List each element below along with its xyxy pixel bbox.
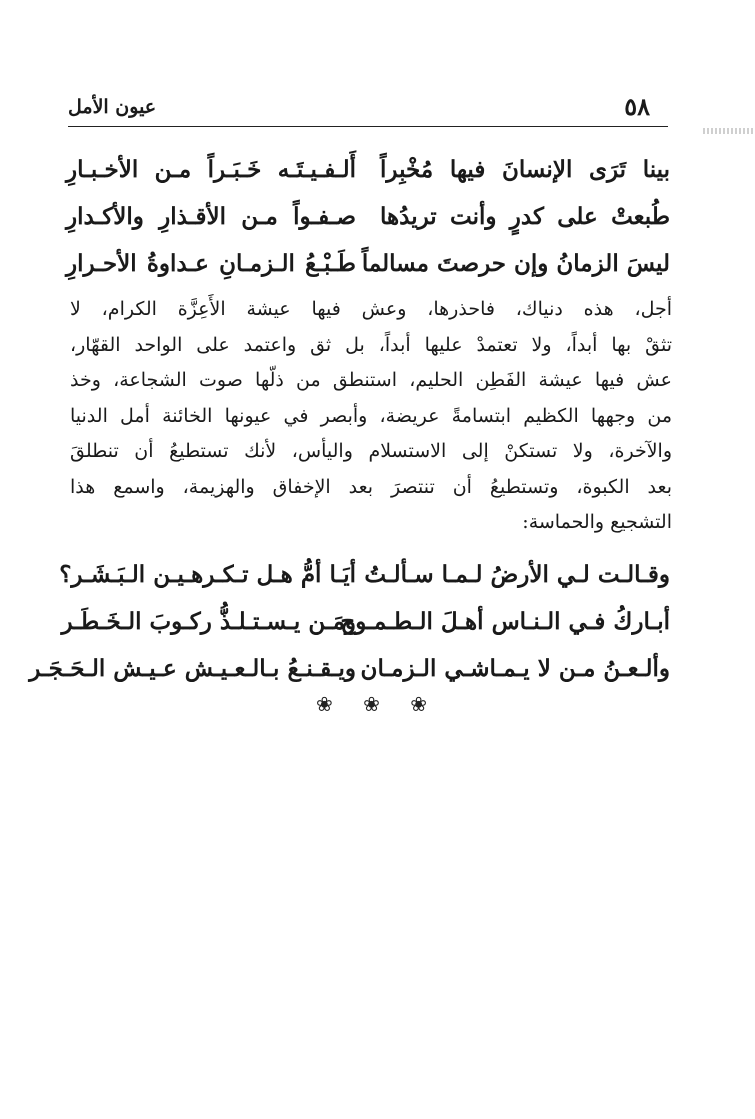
verse-second-hemistich: أيَـا أمُّ هـل تـكـرهـيـن الـبَـشَـر؟	[59, 561, 356, 588]
verse-line	[29, 649, 670, 696]
prose-paragraph	[70, 292, 672, 541]
verse-second-hemistich: طَـبْـعُ الـزمـانِ عـداوةُ الأحـرارِ	[66, 250, 356, 277]
verse-first-hemistich: ليسَ الزمانُ وإن حرصتَ مسالماً	[361, 250, 670, 277]
header-ornament	[703, 128, 755, 134]
poem-bottom	[29, 555, 670, 696]
prose-line: تثقْ بها أبداً، ولا تعتمدْ عليها أبداً، بل ثق واعتمد على الواحد القهّار،	[70, 333, 672, 356]
verse-first-hemistich: طُبعتْ على كدرٍ وأنت تريدُها	[380, 203, 670, 230]
verse-first-hemistich: وقـالـت لـي الأرضُ لـمـا سـألـتُ	[364, 561, 670, 588]
verse-line	[59, 555, 670, 602]
prose-line: بعد الكبوة، وتستطيعُ أن تنتصرَ بعد الإخفاق والهزيمة، واسمع هذا	[70, 475, 672, 498]
verse-line	[66, 150, 670, 197]
prose-line: عش فيها عيشة الفَطِن الحليم، استنطق من ذلّها صوت الشجاعة، وخذ	[70, 369, 672, 391]
verse-second-hemistich: صـفـواً مـن الأقـذارِ والأكـدارِ	[66, 203, 356, 230]
verse-line	[66, 244, 670, 291]
section-separator: ❀ ❀ ❀	[316, 692, 439, 716]
verse-first-hemistich: بينا تَرَى الإنسانَ فيها مُخْبِراً	[380, 156, 670, 183]
verse-second-hemistich: ويـقـنـعُ بـالـعـيـش عـيـش الـحَـجَـر	[29, 655, 356, 682]
verse-line	[66, 197, 670, 244]
verse-first-hemistich: وألـعـنُ مـن لا يـمـاشـي الـزمـان	[360, 655, 670, 682]
prose-line: والآخرة، ولا تستكنْ إلى الاستسلام واليأس، لأنك تستطيعُ أن تنطلقَ	[70, 440, 672, 462]
verse-first-hemistich: أبـاركُ فـي الـنـاس أهـلَ الـطـمـوح	[340, 608, 670, 635]
prose-line: أجل، هذه دنياك، فاحذرها، وعش فيها عيشة الأَعِزَّة الكرام، لا	[70, 298, 672, 320]
page-header	[68, 92, 668, 127]
running-title: عيون الأمل	[68, 96, 157, 118]
page-number: ٥٨	[624, 92, 650, 121]
verse-line	[61, 602, 670, 649]
verse-second-hemistich: أَلـفـيـتَـه خَـبَـراً مـن الأخـبـارِ	[66, 156, 356, 183]
prose-line: التشجيع والحماسة:	[522, 511, 672, 533]
prose-line: من وجهها الكظيم ابتسامةً عريضة، وأبصر في عيونها الخائنة أمل الدنيا	[70, 404, 672, 427]
poem-top	[66, 150, 670, 291]
verse-second-hemistich: ومَـن يـسـتـلـذُّ ركـوبَ الـخَـطَـر	[61, 608, 356, 635]
